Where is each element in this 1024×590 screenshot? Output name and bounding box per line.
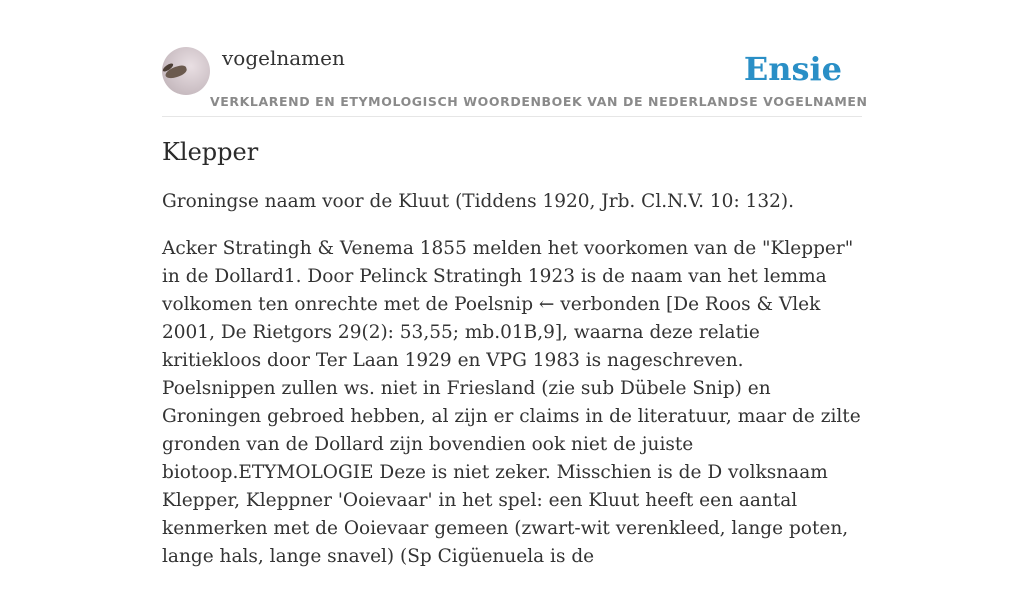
article-paragraph: Acker Stratingh & Venema 1855 melden het voorkomen van de "Klepper" in de Dollard1. Door Pelinck Stratingh 1923 is de naam van het lemma volkomen ten onrechte met de Poelsnip ← verbonden [De Roos & Vlek 2001, De Rietgors 29(2): 53,55; mb.01B,9], waarna deze relatie kritiekloos door Ter Laan 1929 en VPG 1983 is nageschreven. Poelsnippen zullen ws. niet in Friesland (zie sub Dübele Snip) en Groningen gebroed hebben, al zijn er claims in de literatuur, maar de zilte gronden van de Dollard zijn bovendien ook niet de juiste biotoop.ETYMOLOGIE Deze is niet zeker. Misschien is de D volksnaam Klepper, Kleppner 'Ooievaar' in het spel: een Kluut heeft een aantal kenmerken met de Ooievaar gemeen (zwart-wit verenkleed, lange poten, lange hals, lange snavel) (Sp Cigüenuela is de <box>162 238 861 567</box>
page-title: Klepper <box>162 138 259 166</box>
avatar[interactable] <box>162 47 210 95</box>
article-paragraph: Groningse naam voor de Kluut (Tiddens 1920, Jrb. Cl.N.V. 10: 132). <box>162 191 794 212</box>
site-name-link[interactable]: vogelnamen <box>222 46 345 70</box>
site-subtitle: VERKLAREND EN ETYMOLOGISCH WOORDENBOEK VAN DE NEDERLANDSE VOGELNAMEN <box>210 94 868 109</box>
article <box>162 138 862 590</box>
brand-logo[interactable]: Ensie <box>743 50 842 88</box>
site-header <box>162 40 868 117</box>
